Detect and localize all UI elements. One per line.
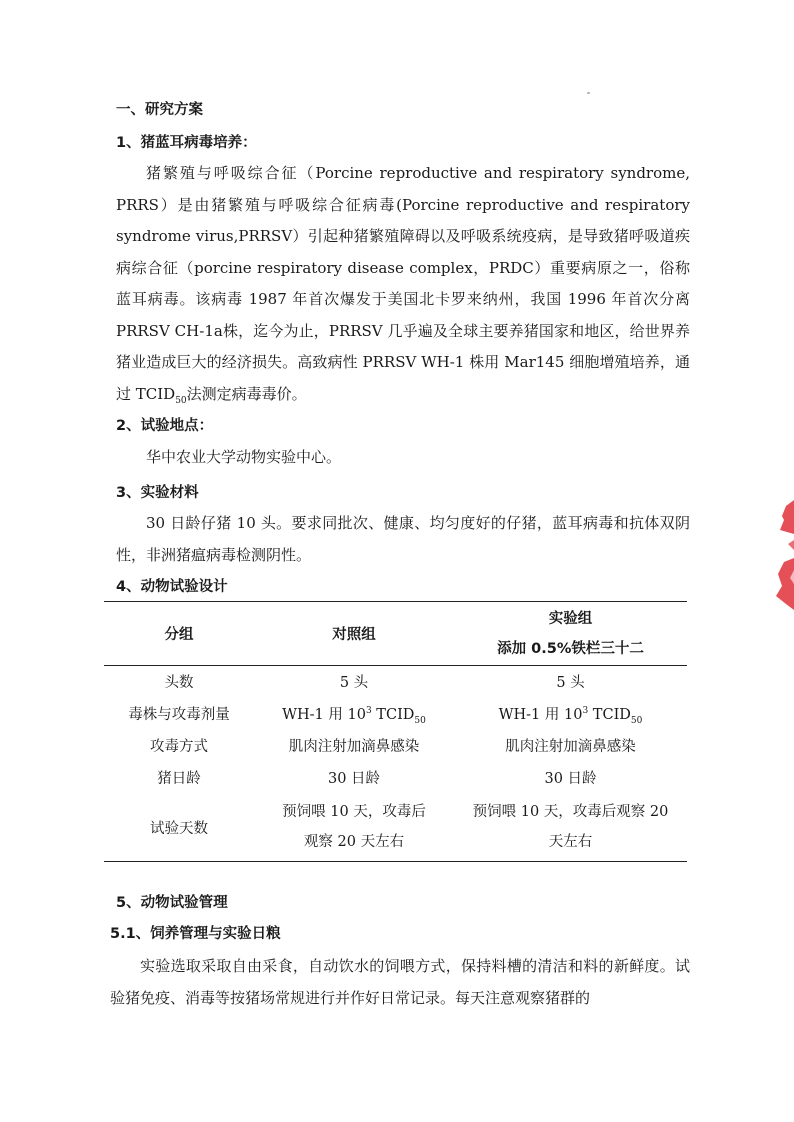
dose-text: WH-1 用 10 — [282, 706, 366, 723]
heading-location: 2、试验地点： — [116, 418, 214, 434]
para-line: （porcine respiratory disease complex，PRDC）重要病原之一，俗称蓝耳病毒。该 — [116, 258, 690, 308]
location-text: 华中农业大学动物实验中心。 — [146, 448, 342, 466]
para-line: 巨大的经济损失。高致病性 PRRSV WH-1 株用 Mar145 细胞增殖培养，通过 TCID — [116, 353, 690, 403]
row-label: 头数 — [164, 674, 194, 691]
heading-materials: 3、实验材料 — [116, 485, 199, 501]
cell-control: 肌肉注射加滴鼻感染 — [288, 739, 420, 755]
header-experiment — [454, 602, 687, 666]
dose-unit: TCID — [371, 706, 415, 723]
heading-research-plan: 一、研究方案 — [116, 102, 203, 118]
dose-exponent: 3 — [582, 705, 589, 716]
heading-feeding: 5.1、饲养管理与实验日粮 — [110, 926, 281, 942]
tcid-subscript: 50 — [175, 395, 187, 406]
design-table — [104, 601, 687, 862]
row-label: 毒株与攻毒剂量 — [128, 706, 230, 723]
para-line: 株，迄今为止，PRRSV 几乎遍及全球主要养猪国家和地区，给世界养猪业造成 — [116, 321, 691, 371]
cell-line: 观察 20 天左右 — [303, 834, 405, 851]
header-group: 分组 — [164, 627, 194, 643]
cell-control — [254, 794, 454, 862]
para-line: 是由猪繁殖与呼吸综合征病毒(Porcine reproductive and respiratory syndrome virus, — [116, 195, 691, 245]
para-line: 猪繁殖与呼吸综合征（Porcine reproductive and respiratory syndrome, PRRS） — [116, 164, 690, 214]
para-line: PRRSV）引起种猪繁殖障碍以及呼吸系统疫病，是导致猪呼吸道疾病综合征 — [116, 227, 690, 277]
cell-experiment: 30 日龄 — [544, 771, 597, 787]
paragraph-prrs-intro — [116, 158, 690, 410]
row-label: 试验天数 — [150, 820, 208, 837]
dose-subscript: 50 — [414, 715, 426, 726]
para-line: 实验选取采取自由采食，自动饮水的饲喂方式，保持料槽的清洁和料的新鲜 — [140, 957, 645, 975]
cell-experiment — [454, 794, 687, 862]
header-exp-line2: 添加 0.5%铁栏三十二 — [497, 640, 644, 657]
scan-speck — [587, 92, 590, 94]
cell-line: 天左右 — [548, 834, 593, 851]
cell-experiment — [454, 697, 687, 730]
dose-subscript: 50 — [630, 715, 643, 726]
heading-virus-culture: 1、猪蓝耳病毒培养： — [116, 135, 257, 151]
para-line: 病毒 1987 年首次爆发于美国北卡罗来纳州，我国 1996 年首次分离 PRRSV CH-1a — [116, 290, 690, 340]
para-line: 双阴性，非洲猪瘟病毒检测阴性。 — [116, 514, 690, 564]
cell-line: 预饲喂 10 天，攻毒后观察 20 — [472, 804, 669, 821]
paragraph-materials — [116, 508, 690, 571]
heading-design: 4、动物试验设计 — [116, 579, 228, 595]
cell-experiment: 肌肉注射加滴鼻感染 — [505, 739, 636, 755]
cell-control: 30 日龄 — [327, 771, 381, 787]
dose-text: WH-1 用 10 — [498, 706, 583, 723]
row-label: 猪日龄 — [157, 771, 201, 787]
row-label: 攻毒方式 — [150, 739, 208, 755]
heading-management: 5、动物试验管理 — [116, 895, 228, 911]
cell-control: 5 头 — [339, 674, 369, 691]
paragraph-management — [110, 951, 690, 1014]
dose-exponent: 3 — [365, 705, 372, 716]
para-line: 度。试验猪免疫、消毒等按猪场常规进行并作好日常记录。每天注意观察猪群的 — [110, 957, 690, 1007]
para-line: 30 日龄仔猪 10 头。要求同批次、健康、均匀度好的仔猪，蓝耳病毒和抗体 — [146, 514, 660, 532]
cell-line: 预饲喂 10 天，攻毒后 — [282, 804, 426, 821]
para-line: 法测定病毒毒价。 — [186, 384, 307, 403]
header-control: 对照组 — [332, 627, 376, 643]
cell-experiment: 5 头 — [556, 674, 585, 691]
cell-control — [254, 697, 454, 730]
header-exp-line1: 实验组 — [548, 610, 593, 627]
red-seal-edge — [772, 500, 794, 610]
dose-unit: TCID — [588, 706, 631, 723]
